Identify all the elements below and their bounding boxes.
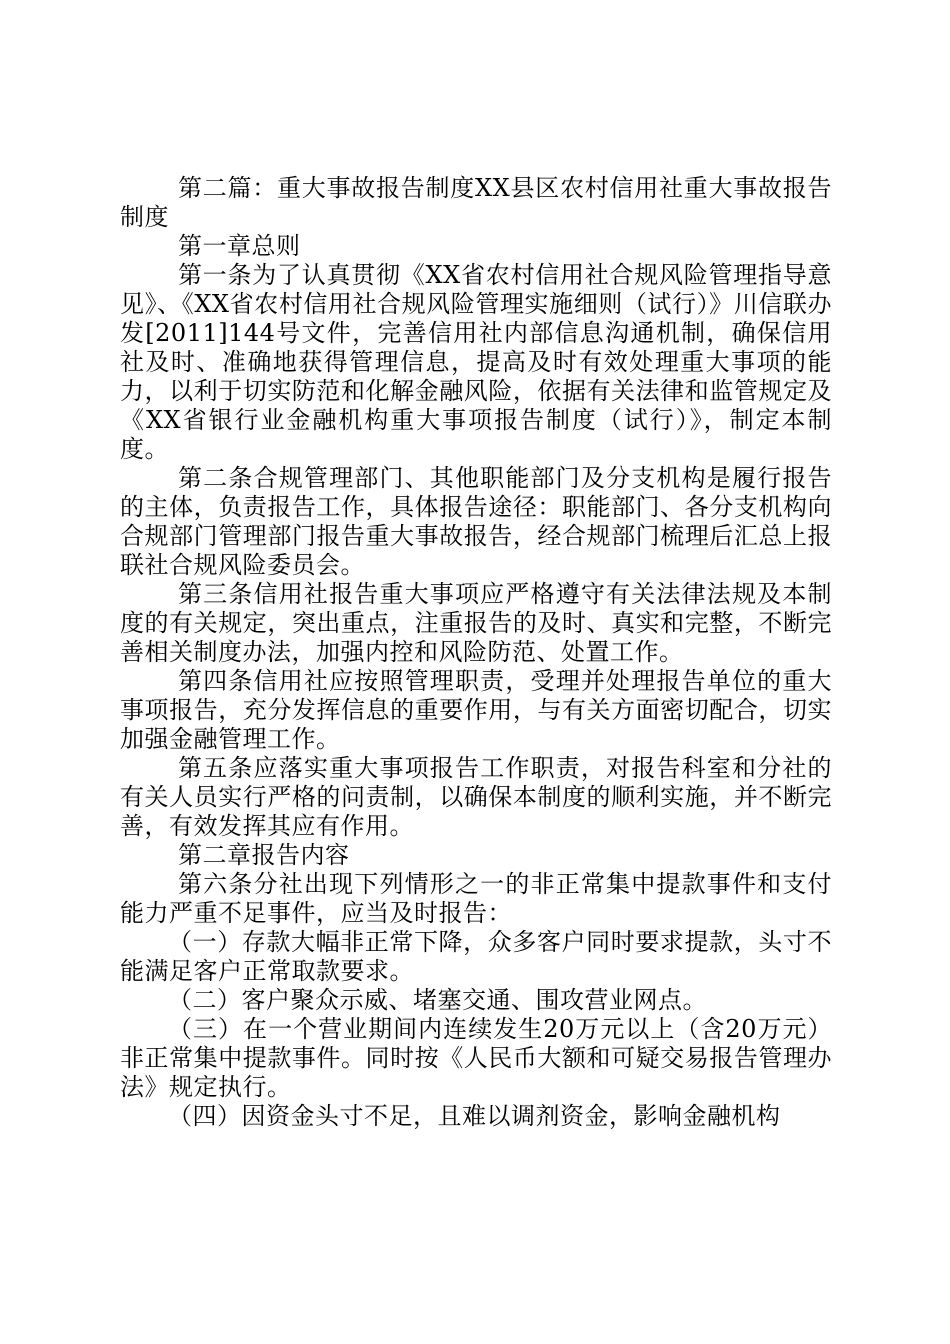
chapter-heading: 第二章报告内容 <box>178 841 350 869</box>
article-paragraph: 第二条合规管理部门、其他职能部门及分支机构是履行报告的主体，负责报告工作，具体报告途径：职能部门、各分支机构向合规部门管理部门报告重大事故报告，经合规部门梳理后汇总上报联社合规风险委员会。 <box>120 464 832 579</box>
article-paragraph: 第五条应落实重大事项报告工作职责，对报告科室和分社的有关人员实行严格的问责制，以确保本制度的顺利实施，并不断完善，有效发挥其应有作用。 <box>120 754 832 840</box>
article-paragraph: 第三条信用社报告重大事项应严格遵守有关法律法规及本制度的有关规定，突出重点，注重报告的及时、真实和完整，不断完善相关制度办法，加强内控和风险防范、处置工作。 <box>120 580 832 666</box>
article-paragraph: 第四条信用社应按照管理职责，受理并处理报告单位的重大事项报告，充分发挥信息的重要作用，与有关方面密切配合，切实加强金融管理工作。 <box>120 667 832 753</box>
list-item: （四）因资金头寸不足，且难以调剂资金，影响金融机构 <box>168 1102 781 1130</box>
list-item: （三）在一个营业期间内连续发生20万元以上（含20万元）非正常集中提款事件。同时按《人民币大额和可疑交易报告管理办法》规定执行。 <box>120 1015 832 1101</box>
article-paragraph: 第一条为了认真贯彻《XX省农村信用社合规风险管理指导意见》、《XX省农村信用社合规风险管理实施细则（试行）》川信联办发[2011]144号文件，完善信用社内部信息沟通机制，确保信用社及时、准确地获得管理信息，提高及时有效处理重大事项的能力，以利于切实防范和化解金融风险，依据有关法律和监管规定及《XX省银行业金融机构重大事项报告制度（试行）》，制定本制度。 <box>120 261 832 463</box>
document-body <box>120 174 832 1131</box>
list-item: （一）存款大幅非正常下降，众多客户同时要求提款，头寸不能满足客户正常取款要求。 <box>120 928 832 985</box>
chapter-heading: 第一章总则 <box>178 232 301 260</box>
article-paragraph: 第六条分社出现下列情形之一的非正常集中提款事件和支付能力严重不足事件，应当及时报告： <box>120 870 832 927</box>
list-item: （二）客户聚众示威、堵塞交通、围攻营业网点。 <box>168 986 707 1014</box>
document-title: 第二篇：重大事故报告制度XX县区农村信用社重大事故报告制度 <box>120 174 832 231</box>
